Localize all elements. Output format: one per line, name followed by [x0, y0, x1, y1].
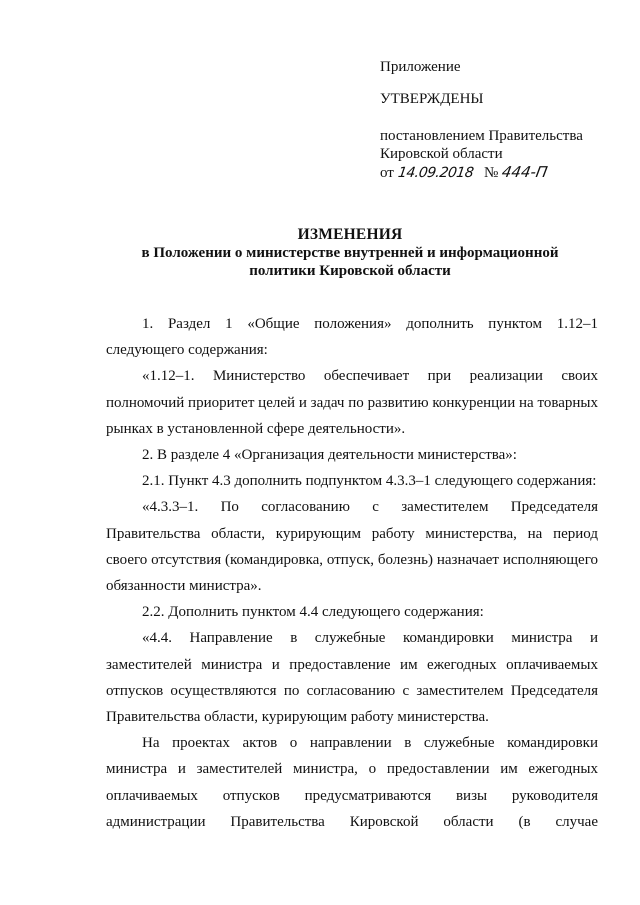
resolution-date-number	[380, 163, 620, 182]
paragraph-6: 2.2. Дополнить пунктом 4.4 следующего содержания:	[142, 604, 484, 621]
number-sign: №	[484, 165, 499, 181]
resolution-line-2: Кировской области	[380, 146, 503, 162]
approval-stamp-block	[380, 58, 620, 182]
document-body	[106, 311, 598, 835]
title-subtitle-line-1: в Положении о министерстве внутренней и информационной	[141, 245, 559, 261]
handwritten-number: 444-П	[500, 163, 550, 181]
paragraph-1: 1. Раздел 1 «Общие положения» дополнить пунктом 1.12–1 следующего содержания:	[106, 316, 598, 359]
appendix-label: Приложение	[380, 59, 461, 75]
paragraph-3: 2. В разделе 4 «Организация деятельности министерства»:	[142, 447, 517, 464]
paragraph-8: На проектах актов о направлении в служебные командировки министра и заместителей министра, о предоставлении им ежегодных оплачиваемых отпусков предусматриваются визы руководителя администрации Правительства Кировской области (в случае	[106, 735, 598, 830]
paragraph-2: «1.12–1. Министерство обеспечивает при реализации своих полномочий приоритет целей и задач по развитию конкуренции на товарных рынках в установленной сфере деятельности».	[106, 368, 598, 437]
title-subtitle-line-2: политики Кировской области	[249, 263, 451, 279]
handwritten-date: 14.09.2018	[396, 165, 474, 181]
paragraph-7: «4.4. Направление в служебные командировки министра и заместителей министра и предоставление им ежегодных оплачиваемых отпусков осуществляются по согласованию с заместителем Председателя Правительства области, курирующим работу министерства.	[106, 630, 598, 726]
approved-label: УТВЕРЖДЕНЫ	[380, 91, 484, 107]
paragraph-5: «4.3.3–1. По согласованию с заместителем Председателя Правительства области, курирующим работу министерства, на период своего отсутствия (командировка, отпуск, болезнь) назначает исполняющего обязанности министра».	[106, 499, 598, 595]
paragraph-4: 2.1. Пункт 4.3 дополнить подпунктом 4.3.3–1 следующего содержания:	[142, 473, 597, 490]
title-main: ИЗМЕНЕНИЯ	[297, 226, 403, 243]
resolution-line-1: постановлением Правительства	[380, 128, 583, 144]
date-prefix: от	[380, 165, 394, 181]
document-title	[100, 226, 600, 280]
